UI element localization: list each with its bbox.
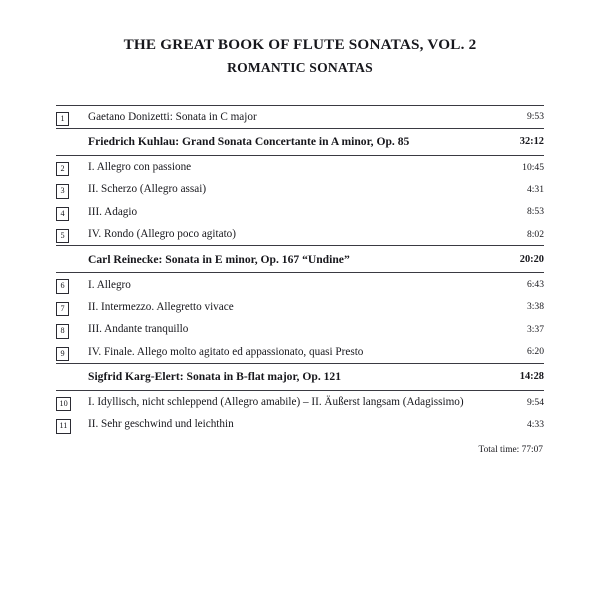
- track-number-cell: [56, 390, 82, 413]
- work-header-row: [56, 363, 544, 390]
- track-title: II. Intermezzo. Allegretto vivace: [88, 300, 234, 313]
- track-duration: 3:37: [526, 323, 544, 335]
- work-header-row: [56, 246, 544, 273]
- track-title: III. Adagio: [88, 205, 138, 218]
- track-number-box: 5: [56, 229, 69, 243]
- track-number-box: 3: [56, 184, 69, 198]
- track-duration: 10:45: [488, 155, 544, 178]
- track-title: Gaetano Donizetti: Sonata in C major: [82, 105, 488, 128]
- track-duration: 8:53: [526, 206, 544, 218]
- track-number-cell: [56, 341, 82, 364]
- track-number-cell: [56, 223, 82, 246]
- tracklist-body: [56, 105, 544, 436]
- track-title: IV. Rondo (Allegro poco agitato): [88, 228, 236, 241]
- track-row: [56, 296, 544, 318]
- track-number-cell: [56, 155, 82, 178]
- work-title: Friedrich Kuhlau: Grand Sonata Concertante in A minor, Op. 85: [82, 128, 488, 155]
- track-number-cell: [56, 178, 82, 200]
- track-number-cell: [56, 105, 82, 128]
- track-number-box: 7: [56, 302, 69, 316]
- track-number-box: 1: [56, 112, 69, 126]
- track-duration: 4:31: [526, 183, 544, 195]
- track-row: [56, 341, 544, 364]
- track-number-cell: [56, 201, 82, 223]
- track-row: [56, 105, 544, 128]
- track-number-cell: [56, 296, 82, 318]
- track-row: [56, 273, 544, 296]
- track-row: [56, 201, 544, 223]
- track-number-box: 2: [56, 162, 69, 176]
- work-duration: 32:12: [488, 128, 544, 155]
- page-subtitle: ROMANTIC SONATAS: [227, 59, 373, 75]
- work-header-row: [56, 128, 544, 155]
- track-title: IV. Finale. Allego molto agitato ed appassionato, quasi Presto: [88, 345, 364, 358]
- track-title: III. Andante tranquillo: [88, 323, 189, 336]
- track-row: [56, 155, 544, 178]
- track-duration: 4:33: [526, 418, 544, 430]
- track-duration: 9:53: [488, 105, 544, 128]
- track-number-box: 6: [56, 279, 69, 293]
- track-title: II. Sehr geschwind und leichthin: [88, 418, 234, 431]
- track-row: [56, 318, 544, 340]
- track-number-cell: [56, 246, 82, 273]
- track-number-box: 9: [56, 347, 69, 361]
- track-title: I. Allegro con passione: [82, 155, 488, 178]
- track-duration: 9:54: [488, 390, 544, 413]
- tracklist-table: [56, 105, 544, 436]
- work-title: Carl Reinecke: Sonata in E minor, Op. 167 “Undine”: [82, 246, 488, 273]
- work-duration: 14:28: [488, 363, 544, 390]
- track-number-box: 8: [56, 324, 69, 338]
- track-number-box: 4: [56, 207, 69, 221]
- track-row: [56, 178, 544, 200]
- track-title: I. Allegro: [82, 273, 488, 296]
- track-number-cell: [56, 363, 82, 390]
- track-row: [56, 223, 544, 246]
- track-number-cell: [56, 128, 82, 155]
- track-title: II. Scherzo (Allegro assai): [88, 183, 207, 196]
- track-duration: 8:02: [526, 228, 544, 240]
- total-time: Total time: 77:07: [478, 444, 543, 455]
- track-number-box: 10: [56, 397, 71, 411]
- page-title: THE GREAT BOOK OF FLUTE SONATAS, VOL. 2: [123, 36, 477, 53]
- track-row: [56, 390, 544, 413]
- title-block: [56, 34, 544, 79]
- work-duration: 20:20: [488, 246, 544, 273]
- track-title: I. Idyllisch, nicht schleppend (Allegro amabile) – II. Äußerst langsam (Adagissimo): [82, 390, 488, 413]
- track-row: [56, 413, 544, 435]
- work-title: Sigfrid Karg-Elert: Sonata in B-flat major, Op. 121: [82, 363, 488, 390]
- track-number-cell: [56, 413, 82, 435]
- track-duration: 6:20: [526, 346, 544, 358]
- track-number-box: 11: [56, 419, 71, 433]
- track-duration: 6:43: [488, 273, 544, 296]
- track-duration: 3:38: [526, 301, 544, 313]
- track-number-cell: [56, 273, 82, 296]
- track-number-cell: [56, 318, 82, 340]
